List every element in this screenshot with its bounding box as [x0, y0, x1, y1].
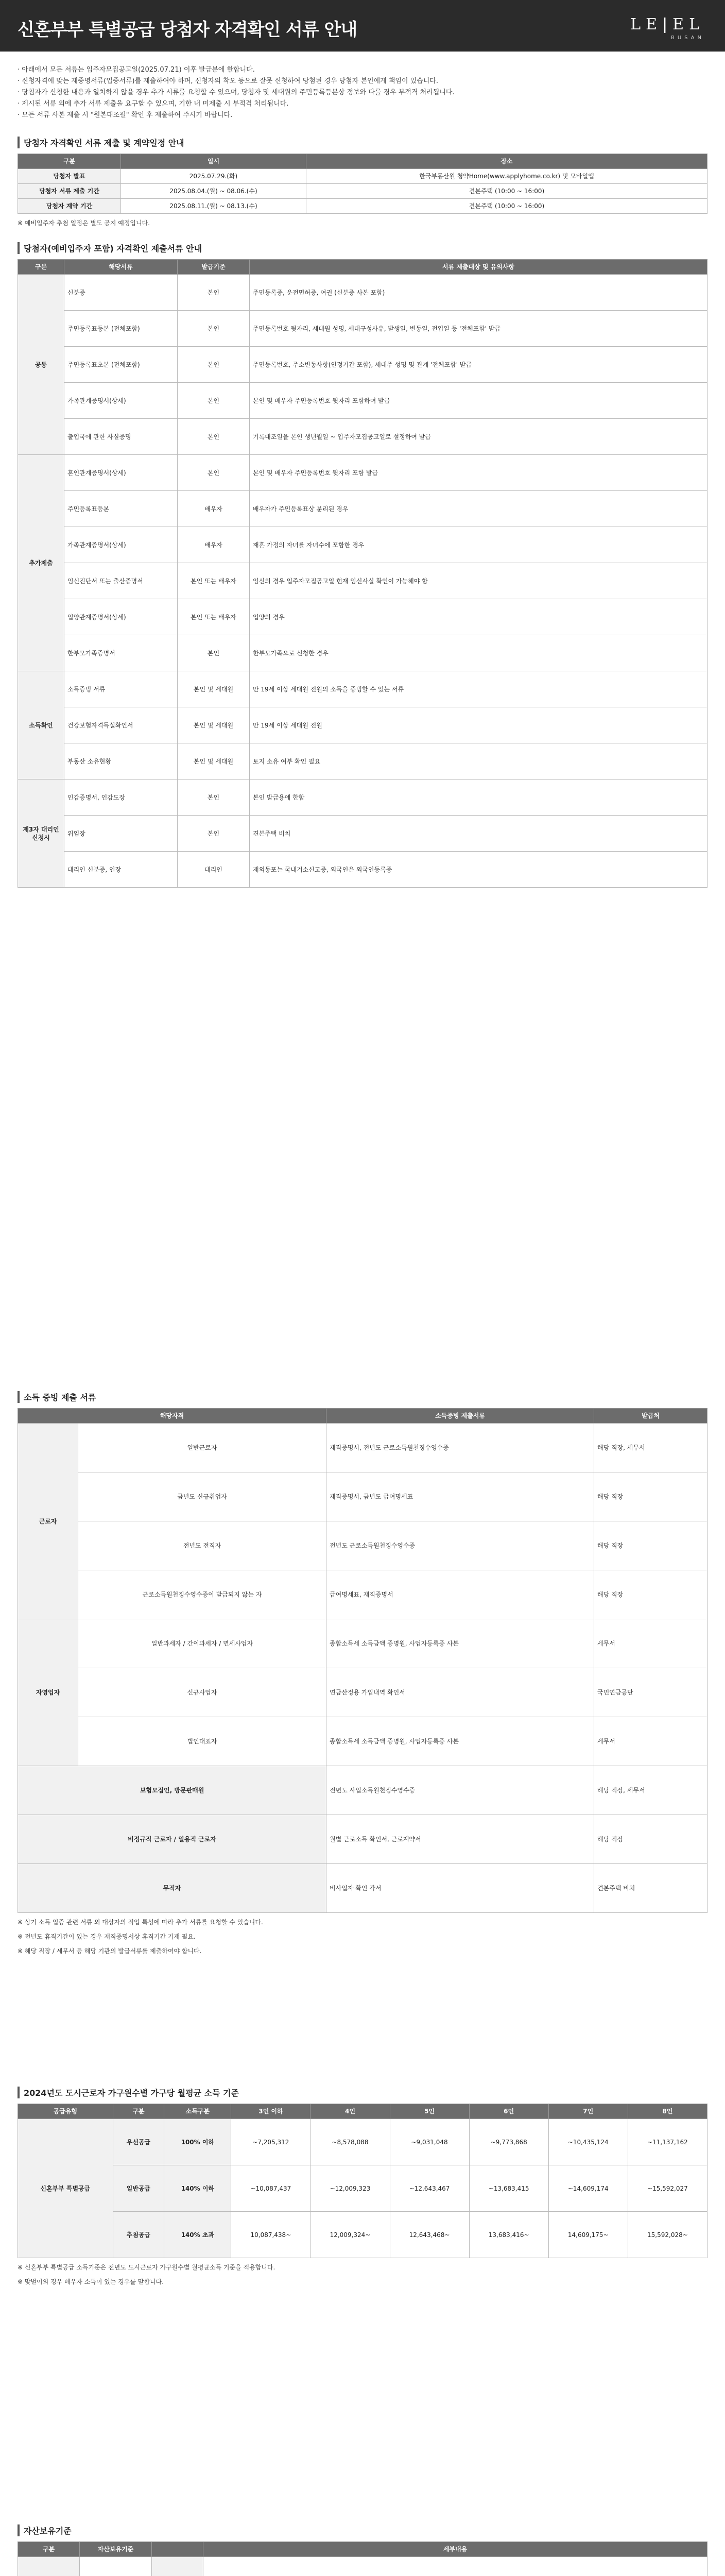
section-note: ※ 예비입주자 추첨 일정은 별도 공지 예정입니다.	[18, 219, 150, 227]
table-cell: 해당 직장	[594, 1521, 707, 1570]
brand-logo: LE|EL	[630, 15, 704, 33]
table-cell: 우선공급	[113, 2119, 164, 2165]
section-note: ※ 상기 소득 입증 관련 서류 외 대상자의 직업 특성에 따라 추가 서류를 요청할 수 있습니다.	[18, 1919, 263, 1926]
table-cell: 한국부동산원 청약Home(www.applyhome.co.kr) 및 모바일앱	[306, 169, 707, 184]
table-header: 서류 제출대상 및 유의사항	[250, 260, 707, 275]
table-cell: ~12,643,467	[390, 2165, 469, 2212]
section-note: ※ 맞벌이의 경우 배우자 소득이 있는 경우를 말합니다.	[18, 2278, 164, 2285]
table-cell: 견본주택 (10:00 ~ 16:00)	[306, 184, 707, 199]
table-cell: 세무서	[594, 1619, 707, 1668]
table-cell: 연금산정용 가입내역 확인서	[326, 1668, 594, 1717]
documents-section	[18, 242, 707, 888]
table-row	[18, 383, 707, 419]
table-header: 5인	[390, 2104, 469, 2119]
table-cell: 100% 이하	[164, 2119, 231, 2165]
table-cell: 본인 및 세대원	[178, 743, 250, 779]
table-cell: 무직자	[18, 1864, 326, 1913]
table-row	[18, 1766, 707, 1815]
table-cell: 견본주택 (10:00 ~ 16:00)	[306, 199, 707, 214]
table-header: 해당서류	[64, 260, 178, 275]
table-cell: 본인	[178, 311, 250, 347]
table-cell: 본인 또는 배우자	[178, 563, 250, 599]
table-cell: 일반공급	[113, 2165, 164, 2212]
table-cell: 세무서	[594, 1717, 707, 1766]
income-standard-table	[18, 2104, 707, 2258]
table-cell: 해당 직장, 세무서	[594, 1766, 707, 1815]
table-row	[18, 1717, 707, 1766]
table-cell: 재외동포는 국내거소신고증, 외국인은 외국인등록증	[250, 852, 707, 888]
documents-table	[18, 259, 707, 888]
table-header: 구분	[113, 2104, 164, 2119]
table-header: 3인 이하	[231, 2104, 310, 2119]
table-row	[18, 2557, 707, 2576]
section-title: 소득 증빙 제출 서류	[18, 1391, 707, 1403]
table-row	[18, 671, 707, 707]
table-cell: 주민등록표등본	[64, 491, 178, 527]
table-cell: 주민등록표초본 (전체포함)	[64, 347, 178, 383]
group-label: 소득확인	[18, 671, 64, 779]
table-row	[18, 311, 707, 347]
table-cell: 140% 이하	[164, 2165, 231, 2212]
table-cell: 해당 직장, 세무서	[594, 1423, 707, 1472]
table-cell: 견본주택 비치	[594, 1864, 707, 1913]
table-cell: 주민등록증, 운전면허증, 여권 (신분증 사본 포함)	[250, 275, 707, 311]
table-header: 공급유형	[18, 2104, 113, 2119]
table-cell: 한부모가족으로 신청한 경우	[250, 635, 707, 671]
table-row	[18, 2119, 707, 2165]
table-row	[18, 1668, 707, 1717]
table-cell: 본인 및 세대원	[178, 707, 250, 743]
table-header	[152, 2542, 203, 2557]
table-cell: 종합소득세 소득금액 증명원, 사업자등록증 사본	[326, 1717, 594, 1766]
intro-line: · 모든 서류 사본 제출 시 "원본대조필" 확인 후 제출하여 주시기 바랍니다.	[18, 111, 233, 119]
table-row	[18, 2212, 707, 2258]
table-cell: 임신진단서 또는 출산증명서	[64, 563, 178, 599]
table-row	[18, 491, 707, 527]
table-cell: 주민등록번호 뒷자리, 세대원 성명, 세대구성사유, 발생일, 변동일, 전입일 등 '전체포함' 발급	[250, 311, 707, 347]
table-cell: 법인대표자	[78, 1717, 326, 1766]
table-cell: 본인	[178, 275, 250, 311]
table-cell: 본인	[178, 635, 250, 671]
table-row	[18, 527, 707, 563]
table-cell: 주민등록표등본 (전체포함)	[64, 311, 178, 347]
section-note: ※ 신혼부부 특별공급 소득기준은 전년도 도시근로자 가구원수별 월평균소득 기준을 적용합니다.	[18, 2264, 275, 2271]
table-cell: 금년도 신규취업자	[78, 1472, 326, 1521]
table-header: 7인	[548, 2104, 628, 2119]
group-label: 제3자 대리인 신청시	[18, 779, 64, 888]
section-note: ※ 해당 직장 / 세무서 등 해당 기관의 발급서류를 제출하여야 합니다.	[18, 1947, 202, 1955]
table-row	[18, 1423, 707, 1472]
table-cell: 건강보험자격득실확인서	[64, 707, 178, 743]
table-cell: 2025.08.04.(월) ~ 08.06.(수)	[121, 184, 306, 199]
table-row	[18, 455, 707, 491]
table-cell: 일반근로자	[78, 1423, 326, 1472]
table-cell: 혼인관계증명서(상세)	[64, 455, 178, 491]
table-cell: 본인 및 세대원	[178, 671, 250, 707]
table-row	[18, 707, 707, 743]
table-cell: 본인	[178, 419, 250, 455]
table-cell: 전년도 근로소득원천징수영수증	[326, 1521, 594, 1570]
table-cell: 가족관계증명서(상세)	[64, 527, 178, 563]
table-row	[18, 779, 707, 816]
table-header: 자산보유기준	[80, 2542, 152, 2557]
table-cell: 13,683,416~	[469, 2212, 548, 2258]
schedule-table	[18, 154, 707, 214]
table-cell: ~14,609,174	[548, 2165, 628, 2212]
table-cell: 비사업자 확인 각서	[326, 1864, 594, 1913]
intro-line: · 제시된 서류 외에 추가 서류 제출을 요구할 수 있으며, 기한 내 미제출 시 부적격 처리됩니다.	[18, 100, 289, 108]
table-cell: ~9,773,868	[469, 2119, 548, 2165]
table-cell: ~7,205,312	[231, 2119, 310, 2165]
table-header: 구분	[18, 260, 64, 275]
table-row	[18, 743, 707, 779]
table-cell: 140% 초과	[164, 2212, 231, 2258]
table-cell: 추첨공급	[113, 2212, 164, 2258]
table-cell: 재혼 가정의 자녀를 자녀수에 포함한 경우	[250, 527, 707, 563]
group-label: 공통	[18, 275, 64, 455]
intro-notes	[18, 64, 707, 121]
table-cell: 급여명세표, 재직증명서	[326, 1570, 594, 1619]
table-cell: 입양관계증명서(상세)	[64, 599, 178, 635]
table-cell: 대리인 신분증, 인장	[64, 852, 178, 888]
intro-line: · 아래에서 모든 서류는 입주자모집공고일(2025.07.21) 이후 발급분에 한합니다.	[18, 66, 255, 74]
table-row	[18, 1521, 707, 1570]
table-cell: 12,009,324~	[310, 2212, 390, 2258]
table-cell: 기록대조일을 본인 생년월일 ~ 입주자모집공고일로 설정하여 발급	[250, 419, 707, 455]
table-header: 6인	[469, 2104, 548, 2119]
table-cell: 전년도 전직자	[78, 1521, 326, 1570]
table-cell: 배우자가 주민등록표상 분리된 경우	[250, 491, 707, 527]
table-cell: 본인 발급용에 한함	[250, 779, 707, 816]
table-cell: 임신의 경우 입주자모집공고일 현재 임신사실 확인이 가능해야 함	[250, 563, 707, 599]
page-title: 신혼부부 특별공급 당첨자 자격확인 서류 안내	[18, 20, 357, 40]
table-cell: 해당 직장	[594, 1472, 707, 1521]
table-cell	[203, 2557, 707, 2576]
table-cell: 토지 소유 여부 확인 필요	[250, 743, 707, 779]
table-cell: 견본주택 비치	[250, 816, 707, 852]
table-row	[18, 169, 707, 184]
table-row	[18, 1570, 707, 1619]
table-cell: 신규사업자	[78, 1668, 326, 1717]
section-note: ※ 전년도 휴직기간이 있는 경우 재직증명서상 휴직기간 기재 필요.	[18, 1933, 196, 1940]
table-header: 일시	[121, 154, 306, 169]
table-header: 소득구분	[164, 2104, 231, 2119]
table-cell: 재직증명서, 금년도 급여명세표	[326, 1472, 594, 1521]
income-standard-section	[18, 2087, 707, 2287]
table-cell: 본인 및 배우자 주민등록번호 뒷자리 포함하여 발급	[250, 383, 707, 419]
table-cell: 대리인	[178, 852, 250, 888]
table-cell: 10,087,438~	[231, 2212, 310, 2258]
section-title: 2024년도 도시근로자 가구원수별 가구당 월평균 소득 기준	[18, 2087, 707, 2098]
table-cell: 부동산 소유현황	[64, 743, 178, 779]
table-cell	[18, 2557, 80, 2576]
table-cell: 2025.08.11.(월) ~ 08.13.(수)	[121, 199, 306, 214]
table-cell: 당첨자 계약 기간	[18, 199, 121, 214]
table-cell: 2025.07.29.(화)	[121, 169, 306, 184]
table-cell: 가족관계증명서(상세)	[64, 383, 178, 419]
table-cell: 배우자	[178, 527, 250, 563]
table-cell: 본인 또는 배우자	[178, 599, 250, 635]
table-cell	[152, 2557, 203, 2576]
table-cell: 종합소득세 소득금액 증명원, 사업자등록증 사본	[326, 1619, 594, 1668]
table-header: 발급기준	[178, 260, 250, 275]
table-row	[18, 347, 707, 383]
table-cell: 소득증빙 서류	[64, 671, 178, 707]
intro-line: · 신청자격에 맞는 제증명서류(입증서류)를 제출하여야 하며, 신청자의 착오 등으로 잘못 신청하여 당첨된 경우 당첨자 본인에게 책임이 있습니다.	[18, 77, 439, 85]
table-row	[18, 599, 707, 635]
income-docs-section	[18, 1391, 707, 1956]
table-cell: 12,643,468~	[390, 2212, 469, 2258]
table-cell: 보험모집인, 방문판매원	[18, 1766, 326, 1815]
table-cell: ~15,592,027	[628, 2165, 707, 2212]
table-cell: 당첨자 발표	[18, 169, 121, 184]
table-header: 장소	[306, 154, 707, 169]
table-row	[18, 2165, 707, 2212]
table-cell: 위임장	[64, 816, 178, 852]
table-cell: 본인	[178, 383, 250, 419]
table-cell: 입양의 경우	[250, 599, 707, 635]
table-cell: ~10,087,437	[231, 2165, 310, 2212]
table-row	[18, 1815, 707, 1864]
table-header: 구분	[18, 2542, 80, 2557]
table-row	[18, 1472, 707, 1521]
table-cell: 15,592,028~	[628, 2212, 707, 2258]
table-header: 8인	[628, 2104, 707, 2119]
table-cell: ~12,009,323	[310, 2165, 390, 2212]
table-cell: 본인	[178, 779, 250, 816]
table-row	[18, 419, 707, 455]
table-row	[18, 1864, 707, 1913]
section-title: 당첨자 자격확인 서류 제출 및 계약일정 안내	[18, 137, 707, 148]
table-row	[18, 635, 707, 671]
table-row	[18, 275, 707, 311]
intro-line: · 당첨자가 신청한 내용과 일치하지 않을 경우 추가 서류를 요청할 수 있으며, 당첨자 및 세대원의 주민등록등본상 정보와 다를 경우 부적격 처리됩니다.	[18, 89, 455, 96]
schedule-section	[18, 137, 707, 228]
table-cell: 비정규직 근로자 / 일용직 근로자	[18, 1815, 326, 1864]
table-row	[18, 816, 707, 852]
table-cell: 인감증명서, 인감도장	[64, 779, 178, 816]
income-docs-table	[18, 1408, 707, 1913]
table-cell: 14,609,175~	[548, 2212, 628, 2258]
table-cell	[80, 2557, 152, 2576]
table-cell: 신분증	[64, 275, 178, 311]
asset-standard-section	[18, 2524, 707, 2576]
section-title: 자산보유기준	[18, 2524, 707, 2536]
table-cell: 국민연금공단	[594, 1668, 707, 1717]
table-header: 소득증빙 제출서류	[326, 1409, 594, 1423]
table-cell: 전년도 사업소득원천징수영수증	[326, 1766, 594, 1815]
table-cell: 해당 직장	[594, 1570, 707, 1619]
table-cell: 일반과세자 / 간이과세자 / 면세사업자	[78, 1619, 326, 1668]
table-cell: ~11,137,162	[628, 2119, 707, 2165]
table-cell: 근로자	[18, 1423, 78, 1619]
table-row	[18, 563, 707, 599]
table-cell: 본인	[178, 455, 250, 491]
table-cell: 배우자	[178, 491, 250, 527]
table-cell: 출입국에 관한 사실증명	[64, 419, 178, 455]
group-label: 추가제출	[18, 455, 64, 671]
table-cell: 해당 직장	[594, 1815, 707, 1864]
table-cell: 월별 근로소득 확인서, 근로계약서	[326, 1815, 594, 1864]
table-cell: 만 19세 이상 세대원 전원	[250, 707, 707, 743]
table-cell: 자영업자	[18, 1619, 78, 1766]
brand-logo-sub: BUSAN	[670, 35, 704, 41]
page-header	[0, 0, 725, 52]
table-cell: 재직증명서, 전년도 근로소득원천징수영수증	[326, 1423, 594, 1472]
table-row	[18, 1619, 707, 1668]
table-cell: ~8,578,088	[310, 2119, 390, 2165]
table-cell: ~13,683,415	[469, 2165, 548, 2212]
table-header: 4인	[310, 2104, 390, 2119]
table-cell: 한부모가족증명서	[64, 635, 178, 671]
table-header: 발급처	[594, 1409, 707, 1423]
section-title: 당첨자(예비입주자 포함) 자격확인 제출서류 안내	[18, 242, 707, 254]
table-cell: 신혼부부 특별공급	[18, 2119, 113, 2258]
table-cell: 본인 및 배우자 주민등록번호 뒷자리 포함 발급	[250, 455, 707, 491]
table-row	[18, 184, 707, 199]
asset-standard-table	[18, 2541, 707, 2576]
table-cell: 만 19세 이상 세대원 전원의 소득을 증빙할 수 있는 서류	[250, 671, 707, 707]
table-row	[18, 852, 707, 888]
table-header: 해당자격	[18, 1409, 326, 1423]
table-cell: 본인	[178, 816, 250, 852]
table-header: 구분	[18, 154, 121, 169]
table-header: 세부내용	[203, 2542, 707, 2557]
table-row	[18, 199, 707, 214]
table-cell: 근로소득원천징수영수증이 발급되지 않는 자	[78, 1570, 326, 1619]
table-cell: 본인	[178, 347, 250, 383]
table-cell: 주민등록번호, 주소변동사항(인정기간 포함), 세대주 성명 및 관계 '전체포함' 발급	[250, 347, 707, 383]
table-cell: ~10,435,124	[548, 2119, 628, 2165]
table-cell: ~9,031,048	[390, 2119, 469, 2165]
table-cell: 당첨자 서류 제출 기간	[18, 184, 121, 199]
